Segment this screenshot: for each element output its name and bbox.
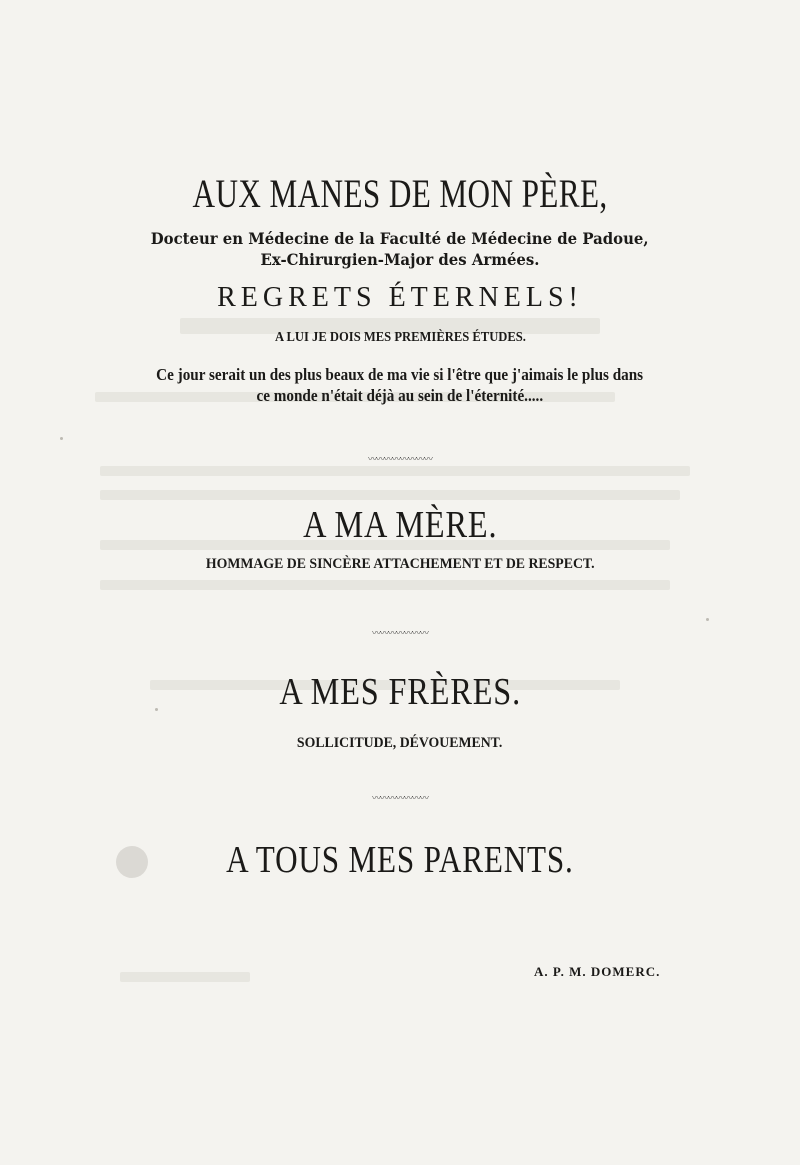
ornament-divider: 〰〰〰〰〰〰〰〰: [367, 455, 432, 465]
author-signature: A. P. M. DOMERC.: [534, 964, 661, 979]
brothers-heading: A MES FRÈRES.: [279, 671, 521, 713]
regrets-heading: REGRETS ÉTERNELS!: [217, 282, 583, 313]
ornament-divider: 〰〰〰〰〰〰〰: [371, 794, 428, 804]
mother-subtitle: HOMMAGE DE SINCÈRE ATTACHEMENT ET DE RESPECT.: [205, 556, 595, 572]
first-studies-line: A LUI JE DOIS MES PREMIÈRES ÉTUDES.: [274, 330, 526, 345]
dedication-heading: AUX MANES DE MON PÈRE,: [192, 171, 608, 216]
mother-heading: A MA MÈRE.: [302, 504, 498, 546]
bleed-through: [100, 580, 670, 590]
bleed-through: [100, 466, 690, 476]
paragraph-line: Ce jour serait un des plus beaux de ma vie si l'être que j'aimais le plus dans: [156, 365, 644, 384]
paper-speck: [706, 618, 709, 621]
parents-heading: A TOUS MES PARENTS.: [226, 839, 574, 881]
bleed-through: [100, 490, 680, 500]
paper-speck: [60, 437, 63, 440]
ornament-divider: 〰〰〰〰〰〰〰: [371, 629, 428, 639]
paragraph-line: ce monde n'était déjà au sein de l'éternité.....: [256, 386, 544, 405]
father-title-line: Ex-Chirurgien-Major des Armées.: [260, 250, 540, 269]
brothers-subtitle: SOLLICITUDE, DÉVOUEMENT.: [297, 735, 503, 751]
bleed-through: [120, 972, 250, 982]
father-title-line: Docteur en Médecine de la Faculté de Médecine de Padoue,: [151, 229, 649, 248]
